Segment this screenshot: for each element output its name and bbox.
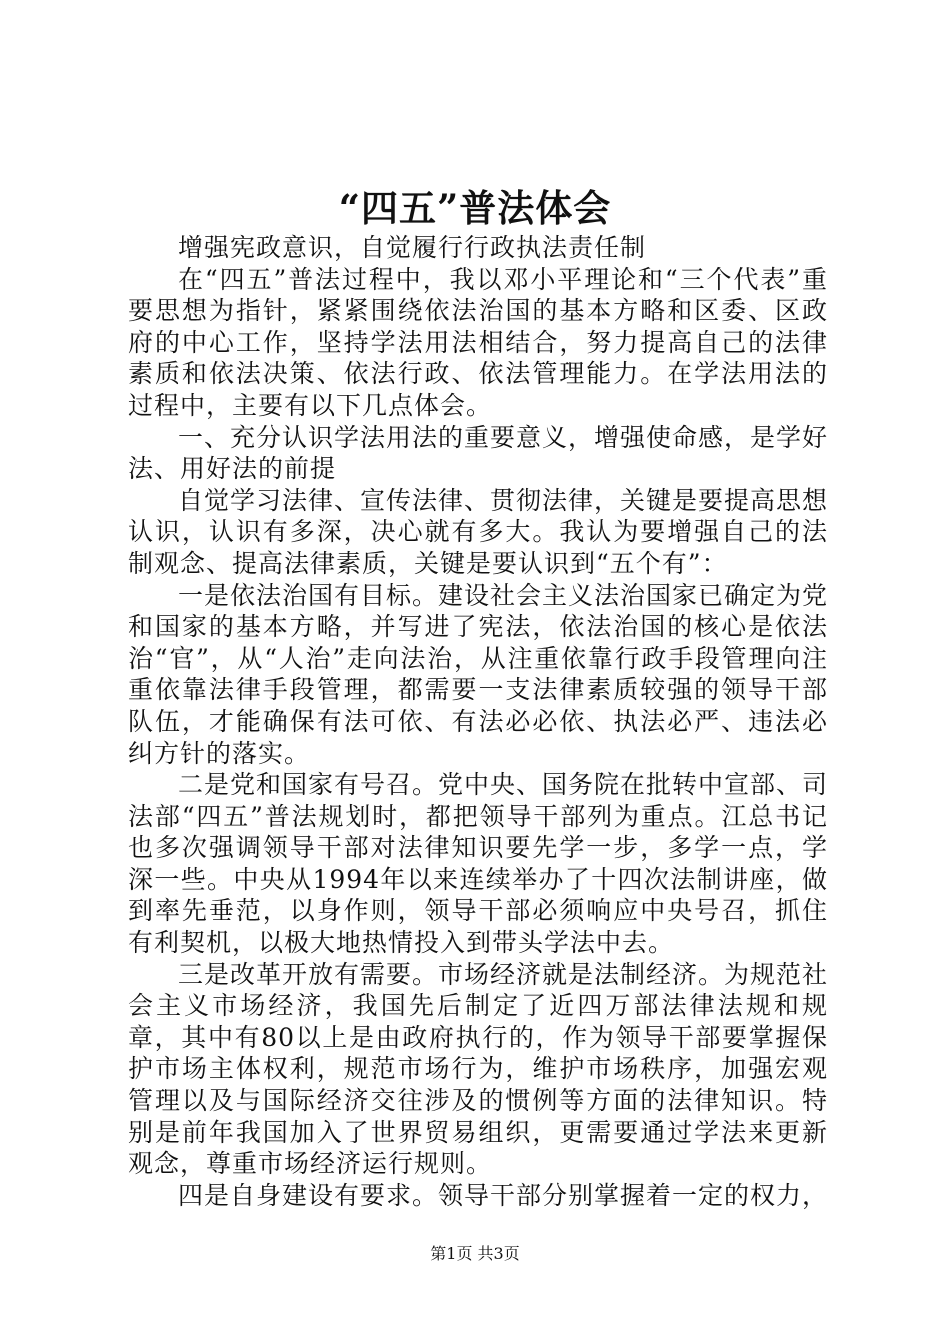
document-title: “四五”普法体会 — [338, 186, 612, 230]
paragraph-awareness: 自觉学习法律、宣传法律、贯彻法律，关键是要提高思想认识，认识有多深，决心就有多大。我认为要增强自己的法制观念、提高法律素质，关键是要认识到“五个有”： — [128, 485, 829, 578]
paragraph-point-three: 三是改革开放有需要。市场经济就是法制经济。为规范社会主义市场经济，我国先后制定了近四万部法律法规和规章，其中有80以上是由政府执行的，作为领导干部要掌握保护市场主体权利，规范市场行为，维护市场秩序，加强宏观管理以及与国际经济交往涉及的惯例等方面的法律知识。特别是前年我国加入了世界贸易组织，更需要通过学法来更新观念，尊重市场经济运行规则。 — [128, 959, 829, 1179]
paragraph-point-one: 一是依法治国有目标。建设社会主义法治国家已确定为党和国家的基本方略，并写进了宪法，依法治国的核心是依法治“官”，从“人治”走向法治，从注重依靠行政手段管理向注重依靠法律手段管理，都需要一支法律素质较强的领导干部队伍，才能确保有法可依、有法必必依、执法必严、违法必纠方针的落实。 — [128, 580, 829, 768]
document-body — [128, 232, 828, 1211]
paragraph-subtitle: 增强宪政意识，自觉履行行政执法责任制 — [178, 233, 647, 262]
page-number-footer: 第1页 共3页 — [430, 1244, 520, 1263]
paragraph-point-two: 二是党和国家有号召。党中央、国务院在批转中宣部、司法部“四五”普法规划时，都把领导干部列为重点。江总书记也多次强调领导干部对法律知识要先学一步，多学一点，学深一些。中央从1994年以来连续举办了十四次法制讲座，做到率先垂范，以身作则，领导干部必须响应中央号召，抓住有利契机，以极大地热情投入到带头学法中去。 — [128, 770, 829, 958]
paragraph-section-heading: 一、充分认识学法用法的重要意义，增强使命感，是学好法、用好法的前提 — [128, 422, 829, 484]
paragraph-point-four: 四是自身建设有要求。领导干部分别掌握着一定的权力， — [178, 1180, 829, 1210]
paragraph-intro: 在“四五”普法过程中，我以邓小平理论和“三个代表”重要思想为指针，紧紧围绕依法治国的基本方略和区委、区政府的中心工作，坚持学法用法相结合，努力提高自己的法律素质和依法决策、依法行政、依法管理能力。在学法用法的过程中，主要有以下几点体会。 — [128, 264, 828, 420]
